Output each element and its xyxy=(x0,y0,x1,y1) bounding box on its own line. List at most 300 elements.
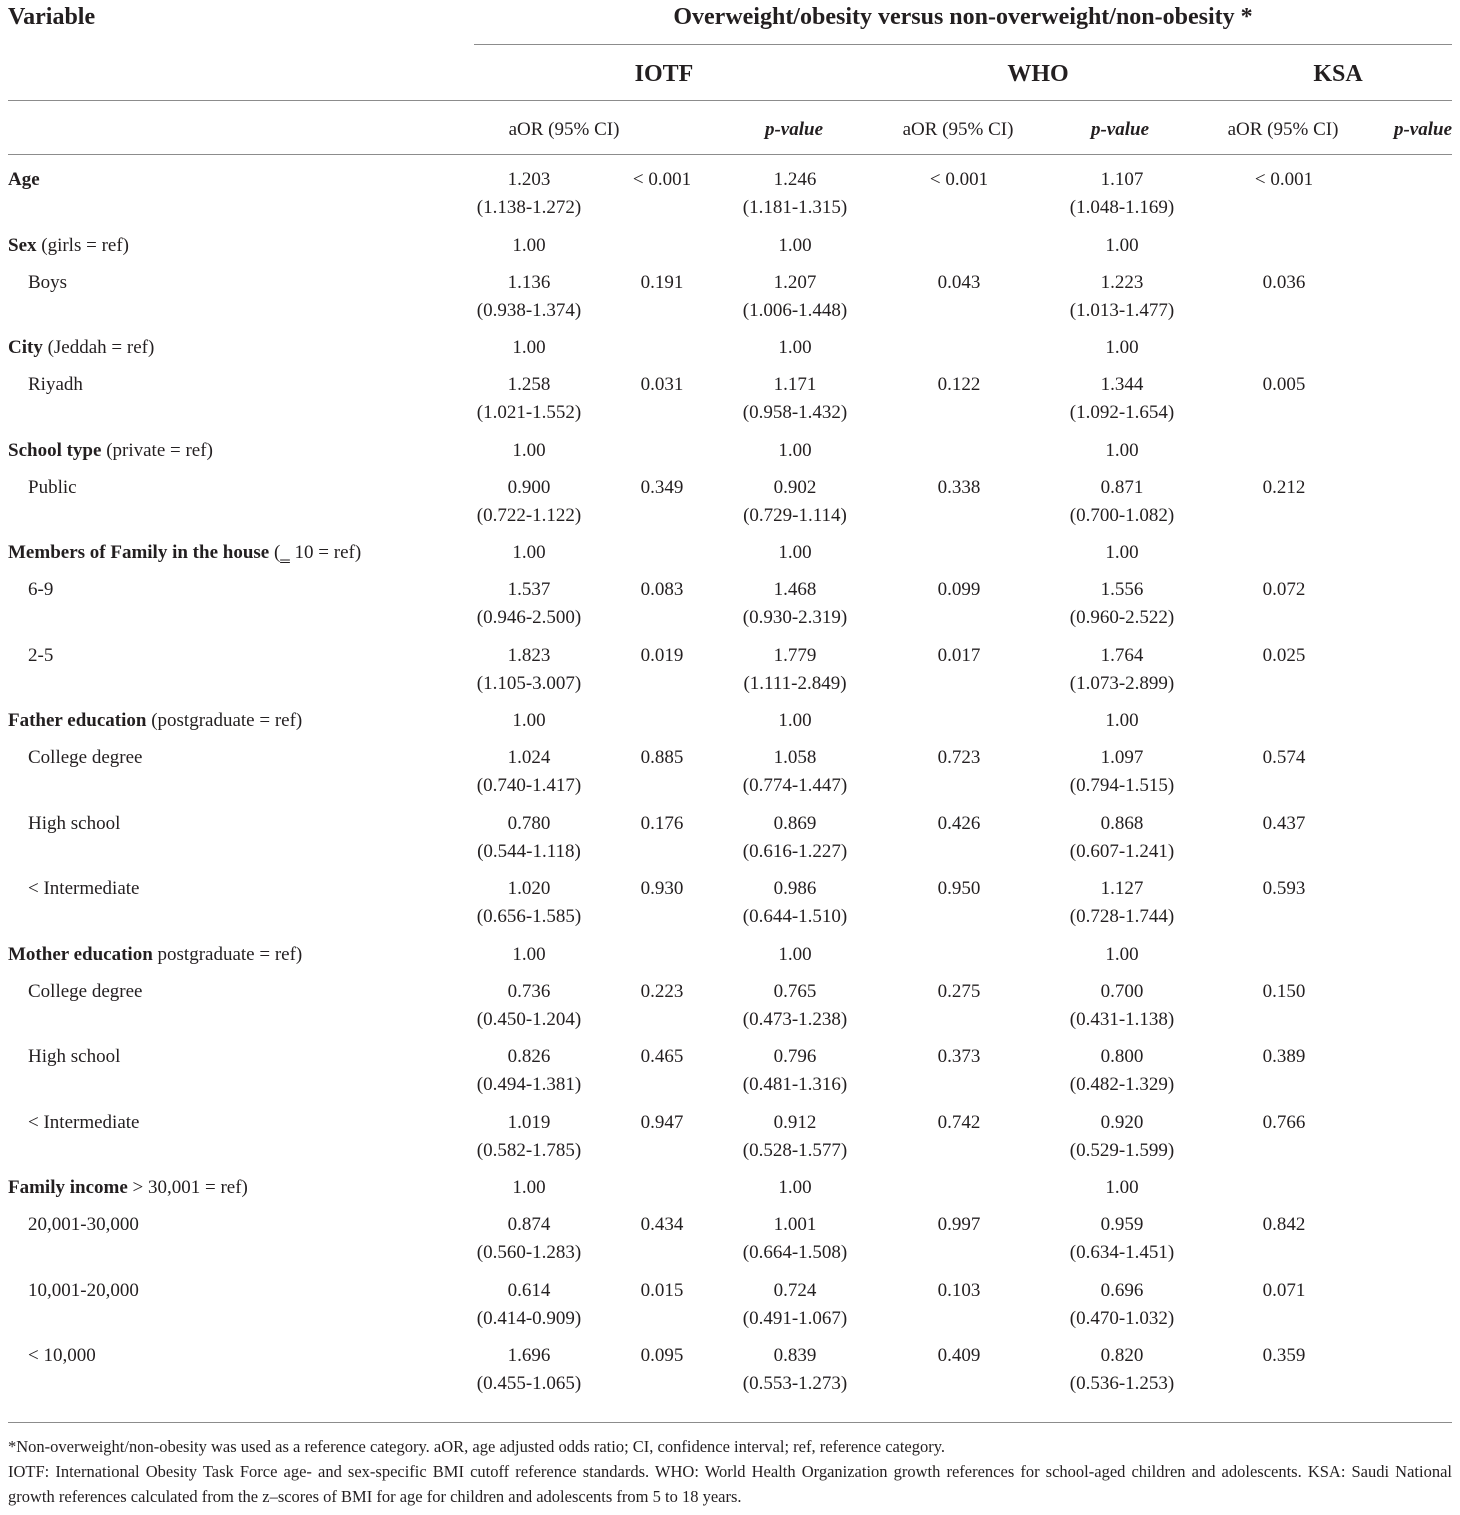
variable-detail: < Intermediate xyxy=(28,1111,140,1133)
cell-iotf-aor xyxy=(474,232,584,269)
variable-label xyxy=(8,437,474,474)
cell-value: 0.959 xyxy=(1100,1214,1144,1235)
cell-ci: (0.414-0.909) xyxy=(476,1307,582,1329)
cell-ksa-aor xyxy=(1068,1342,1176,1408)
cell-value: 0.072 xyxy=(1262,579,1306,600)
cell-iotf-pvalue xyxy=(584,576,740,642)
cell-ksa-pvalue xyxy=(1176,810,1392,876)
cell-value: 1.468 xyxy=(773,579,817,600)
variable-detail: Boys xyxy=(28,271,68,293)
cell-who-pvalue xyxy=(850,1211,1068,1277)
cell-ci: (0.450-1.204) xyxy=(476,1008,582,1030)
subheader-who-pvalue: p-value xyxy=(1090,119,1150,140)
variable-detail: College degree xyxy=(28,747,143,768)
cell-ci: (1.138-1.272) xyxy=(476,197,582,218)
cell-trailing xyxy=(1392,576,1452,642)
table-row xyxy=(8,437,1452,474)
cell-ci: (1.181-1.315) xyxy=(742,197,848,218)
cell-value: 1.00 xyxy=(778,439,812,461)
cell-value: 0.103 xyxy=(937,1279,981,1301)
cell-value: 0.017 xyxy=(937,644,981,666)
cell-trailing xyxy=(1392,875,1452,941)
cell-iotf-pvalue xyxy=(584,744,740,810)
cell-ksa-pvalue xyxy=(1176,875,1392,941)
footnote-definitions: IOTF: International Obesity Task Force age- and sex-specific BMI cutoff reference standards. WHO: World Health Organization growth references for school-aged children and adolescents. KSA: Saudi National growth references calculated from the z–scores of BMI for age for children and adolescents from 5 to 18 years. xyxy=(8,1462,1452,1506)
table-row xyxy=(8,978,1452,1044)
cell-value: 0.036 xyxy=(1262,271,1306,293)
cell-ci: (0.722-1.122) xyxy=(476,504,582,526)
cell-value: 0.389 xyxy=(1262,1046,1306,1067)
subheader-who-aor: aOR (95% CI) xyxy=(902,119,1014,140)
cell-ksa-pvalue xyxy=(1176,744,1392,810)
variable-name: School type xyxy=(8,439,102,461)
cell-value: 0.742 xyxy=(937,1111,981,1133)
cell-value: 0.275 xyxy=(937,980,981,1002)
span-header-rule xyxy=(474,44,1452,45)
cell-trailing xyxy=(1392,941,1452,978)
category-label xyxy=(8,1109,474,1175)
cell-ksa-pvalue xyxy=(1176,1109,1392,1175)
cell-trailing xyxy=(1392,371,1452,437)
cell-ksa-pvalue xyxy=(1176,707,1392,744)
variable-detail: 2-5 xyxy=(28,644,54,666)
variable-detail: Public xyxy=(28,476,77,498)
cell-value: 0.409 xyxy=(937,1345,981,1366)
cell-iotf-pvalue xyxy=(584,1043,740,1109)
cell-value: 1.024 xyxy=(507,747,551,768)
variable-detail: (private = ref) xyxy=(101,439,213,461)
cell-ksa-aor xyxy=(1068,576,1176,642)
cell-value: 0.920 xyxy=(1100,1111,1144,1133)
cell-ci: (0.700-1.082) xyxy=(1069,504,1175,526)
cell-iotf-aor xyxy=(474,1174,584,1211)
variable-detail: < 10,000 xyxy=(28,1345,96,1366)
cell-ksa-aor xyxy=(1068,437,1176,474)
cell-value: 0.019 xyxy=(640,644,684,666)
cell-trailing xyxy=(1392,810,1452,876)
cell-value: 0.043 xyxy=(937,271,981,293)
cell-iotf-aor xyxy=(474,371,584,437)
cell-value: 0.025 xyxy=(1262,644,1306,666)
cell-value: 0.947 xyxy=(640,1111,684,1133)
cell-value: 1.00 xyxy=(512,542,546,563)
cell-iotf-pvalue xyxy=(584,1277,740,1343)
variable-detail: 6-9 xyxy=(28,579,54,600)
cell-ci: (0.930-2.319) xyxy=(742,607,848,628)
cell-ksa-pvalue xyxy=(1176,642,1392,708)
variable-name: Sex xyxy=(8,234,37,256)
variable-detail: (girls = ref) xyxy=(36,234,129,256)
category-label xyxy=(8,642,474,708)
cell-ci: (0.740-1.417) xyxy=(476,775,582,796)
cell-iotf-pvalue xyxy=(584,437,740,474)
cell-value: 0.465 xyxy=(640,1046,684,1067)
cell-value: 1.344 xyxy=(1100,374,1144,395)
cell-who-pvalue xyxy=(850,1043,1068,1109)
cell-ci: (0.491-1.067) xyxy=(742,1307,848,1329)
cell-ci: (0.656-1.585) xyxy=(476,906,582,927)
cell-iotf-pvalue xyxy=(584,1174,740,1211)
cell-ci: (0.528-1.577) xyxy=(742,1139,848,1161)
cell-ksa-aor xyxy=(1068,232,1176,269)
cell-who-aor xyxy=(740,1277,850,1343)
cell-ksa-aor xyxy=(1068,539,1176,576)
cell-ksa-pvalue xyxy=(1176,474,1392,540)
cell-iotf-aor xyxy=(474,642,584,708)
cell-value: 1.00 xyxy=(778,710,812,731)
cell-who-pvalue xyxy=(850,707,1068,744)
cell-value: 0.574 xyxy=(1262,747,1306,768)
cell-ci: (0.960-2.522) xyxy=(1069,607,1175,628)
variable-detail: 20,001-30,000 xyxy=(28,1214,139,1235)
cell-ksa-pvalue xyxy=(1176,1174,1392,1211)
cell-iotf-aor xyxy=(474,1277,584,1343)
cell-trailing xyxy=(1392,269,1452,335)
cell-iotf-pvalue xyxy=(584,1342,740,1408)
variable-detail: < Intermediate xyxy=(28,878,140,899)
cell-value: 0.868 xyxy=(1100,812,1144,834)
cell-value: 0.083 xyxy=(640,579,684,600)
category-label xyxy=(8,810,474,876)
table-row xyxy=(8,1277,1452,1343)
cell-value: 0.723 xyxy=(937,747,981,768)
cell-who-pvalue xyxy=(850,474,1068,540)
cell-value: 0.871 xyxy=(1100,476,1144,498)
cell-ci: (0.553-1.273) xyxy=(742,1373,848,1394)
cell-ci: (1.048-1.169) xyxy=(1069,197,1175,218)
table-footnotes xyxy=(8,1434,1452,1509)
cell-who-pvalue xyxy=(850,1277,1068,1343)
cell-who-pvalue xyxy=(850,232,1068,269)
cell-trailing xyxy=(1392,166,1452,232)
comparison-span-header: Overweight/obesity versus non-overweight/non-obesity * xyxy=(673,4,1253,30)
cell-who-pvalue xyxy=(850,978,1068,1044)
cell-who-aor xyxy=(740,810,850,876)
cell-value: 1.258 xyxy=(507,374,551,395)
cell-trailing xyxy=(1392,1174,1452,1211)
cell-iotf-aor xyxy=(474,576,584,642)
cell-value: < 0.001 xyxy=(632,169,692,190)
cell-iotf-aor xyxy=(474,941,584,978)
cell-who-pvalue xyxy=(850,744,1068,810)
cell-value: 0.986 xyxy=(773,878,817,899)
cell-who-aor xyxy=(740,978,850,1044)
table-row xyxy=(8,166,1452,232)
cell-ksa-pvalue xyxy=(1176,269,1392,335)
cell-value: 0.765 xyxy=(773,980,817,1002)
cell-value: 1.556 xyxy=(1100,579,1144,600)
table-row xyxy=(8,1109,1452,1175)
cell-ksa-aor xyxy=(1068,1174,1176,1211)
cell-value: 0.869 xyxy=(773,812,817,834)
cell-who-pvalue xyxy=(850,941,1068,978)
cell-value: 0.176 xyxy=(640,812,684,834)
footnote-reference: *Non-overweight/non-obesity was used as a reference category. aOR, age adjusted odds ratio; CI, confidence interval; ref, reference category. xyxy=(8,1437,946,1456)
cell-iotf-aor xyxy=(474,1211,584,1277)
cell-value: 1.00 xyxy=(1105,943,1139,965)
cell-trailing xyxy=(1392,232,1452,269)
cell-iotf-pvalue xyxy=(584,334,740,371)
variable-name: Mother education xyxy=(8,943,153,965)
cell-who-pvalue xyxy=(850,539,1068,576)
cell-who-aor xyxy=(740,1043,850,1109)
cell-ksa-aor xyxy=(1068,1043,1176,1109)
cell-ksa-aor xyxy=(1068,371,1176,437)
cell-iotf-pvalue xyxy=(584,474,740,540)
cell-value: 1.00 xyxy=(512,337,546,358)
cell-trailing xyxy=(1392,334,1452,371)
variable-name: Father education xyxy=(8,710,147,731)
cell-trailing xyxy=(1392,539,1452,576)
variable-name: Age xyxy=(8,169,40,190)
table-row xyxy=(8,941,1452,978)
cell-value: 0.820 xyxy=(1100,1345,1144,1366)
cell-value: 0.005 xyxy=(1262,374,1306,395)
cell-value: 0.839 xyxy=(773,1345,817,1366)
cell-value: 0.930 xyxy=(640,878,684,899)
cell-value: 0.997 xyxy=(937,1214,981,1235)
cell-who-aor xyxy=(740,707,850,744)
cell-iotf-pvalue xyxy=(584,810,740,876)
subheader-ksa-aor: aOR (95% CI) xyxy=(1227,119,1339,140)
cell-trailing xyxy=(1392,437,1452,474)
variable-detail: (postgraduate = ref) xyxy=(146,710,303,731)
table-row xyxy=(8,269,1452,335)
table-row xyxy=(8,232,1452,269)
cell-value: 1.020 xyxy=(507,878,551,899)
table-row xyxy=(8,474,1452,540)
cell-trailing xyxy=(1392,1342,1452,1408)
table-bottom-rule xyxy=(8,1422,1452,1423)
category-label xyxy=(8,1342,474,1408)
cell-who-aor xyxy=(740,642,850,708)
cell-ksa-aor xyxy=(1068,1211,1176,1277)
cell-value: 0.766 xyxy=(1262,1111,1306,1133)
cell-iotf-pvalue xyxy=(584,642,740,708)
cell-iotf-pvalue xyxy=(584,371,740,437)
cell-value: 1.764 xyxy=(1100,644,1144,666)
cell-value: 0.223 xyxy=(640,980,684,1002)
cell-ci: (0.473-1.238) xyxy=(742,1008,848,1030)
variable-label xyxy=(8,941,474,978)
cell-ksa-pvalue xyxy=(1176,539,1392,576)
cell-ci: (0.607-1.241) xyxy=(1069,840,1175,862)
cell-value: 0.912 xyxy=(773,1111,817,1133)
cell-ksa-pvalue xyxy=(1176,576,1392,642)
variable-label xyxy=(8,232,474,269)
cell-iotf-aor xyxy=(474,269,584,335)
cell-who-aor xyxy=(740,941,850,978)
cell-ci: (0.644-1.510) xyxy=(742,906,848,927)
variable-detail: High school xyxy=(28,1046,121,1067)
cell-ci: (0.774-1.447) xyxy=(742,775,848,796)
table-row xyxy=(8,1174,1452,1211)
table-row xyxy=(8,707,1452,744)
cell-who-aor xyxy=(740,744,850,810)
table-row xyxy=(8,334,1452,371)
cell-who-aor xyxy=(740,1109,850,1175)
cell-ci: (0.634-1.451) xyxy=(1069,1242,1175,1263)
cell-value: 1.223 xyxy=(1100,271,1144,293)
cell-value: 0.900 xyxy=(507,476,551,498)
variable-name: Family income xyxy=(8,1177,128,1198)
cell-ksa-aor xyxy=(1068,642,1176,708)
cell-ci: (1.006-1.448) xyxy=(742,299,848,321)
cell-iotf-aor xyxy=(474,744,584,810)
subheader-iotf-aor: aOR (95% CI) xyxy=(508,119,620,140)
category-label xyxy=(8,875,474,941)
cell-value: 0.437 xyxy=(1262,812,1306,834)
cell-ksa-pvalue xyxy=(1176,371,1392,437)
cell-ci: (0.482-1.329) xyxy=(1069,1074,1175,1095)
table-row xyxy=(8,371,1452,437)
cell-value: 0.800 xyxy=(1100,1046,1144,1067)
variable-header: Variable xyxy=(8,4,96,30)
cell-trailing xyxy=(1392,1043,1452,1109)
cell-ksa-pvalue xyxy=(1176,1211,1392,1277)
cell-value: 0.842 xyxy=(1262,1214,1306,1235)
cell-value: 1.019 xyxy=(507,1111,551,1133)
cell-iotf-pvalue xyxy=(584,707,740,744)
cell-who-aor xyxy=(740,875,850,941)
cell-value: 1.171 xyxy=(773,374,817,395)
cell-ci: (0.544-1.118) xyxy=(477,840,581,862)
category-label xyxy=(8,371,474,437)
cell-ci: (0.664-1.508) xyxy=(742,1242,848,1263)
cell-value: 0.885 xyxy=(640,747,684,768)
cell-who-pvalue xyxy=(850,1174,1068,1211)
cell-trailing xyxy=(1392,744,1452,810)
cell-ci: (1.013-1.477) xyxy=(1069,299,1175,321)
cell-trailing xyxy=(1392,707,1452,744)
cell-iotf-pvalue xyxy=(584,166,740,232)
cell-ksa-pvalue xyxy=(1176,437,1392,474)
cell-value: 0.099 xyxy=(937,579,981,600)
cell-ksa-aor xyxy=(1068,941,1176,978)
cell-ci: (0.529-1.599) xyxy=(1069,1139,1175,1161)
cell-iotf-aor xyxy=(474,437,584,474)
cell-iotf-aor xyxy=(474,810,584,876)
cell-value: < 0.001 xyxy=(929,169,989,190)
cell-ksa-pvalue xyxy=(1176,941,1392,978)
variable-label xyxy=(8,334,474,371)
variable-name: City xyxy=(8,337,43,358)
cell-value: 0.614 xyxy=(507,1279,551,1301)
cell-ci: (1.073-2.899) xyxy=(1069,672,1175,694)
cell-value: 0.031 xyxy=(640,374,684,395)
cell-ksa-pvalue xyxy=(1176,1043,1392,1109)
cell-value: 0.700 xyxy=(1100,980,1144,1002)
variable-detail: College degree xyxy=(28,980,143,1002)
cell-value: 1.00 xyxy=(778,1177,812,1198)
cell-who-pvalue xyxy=(850,1109,1068,1175)
cell-ci: (0.728-1.744) xyxy=(1069,906,1175,927)
cell-value: 1.779 xyxy=(773,644,817,666)
cell-value: 0.373 xyxy=(937,1046,981,1067)
cell-iotf-pvalue xyxy=(584,978,740,1044)
variable-detail: (Jeddah = ref) xyxy=(42,337,155,358)
cell-value: 0.150 xyxy=(1262,980,1306,1002)
cell-ci: (0.946-2.500) xyxy=(476,607,582,628)
cell-iotf-aor xyxy=(474,875,584,941)
cell-value: 0.015 xyxy=(640,1279,684,1301)
cell-trailing xyxy=(1392,978,1452,1044)
cell-value: 0.191 xyxy=(640,271,684,293)
cell-value: 0.826 xyxy=(507,1046,551,1067)
category-label xyxy=(8,744,474,810)
cell-who-pvalue xyxy=(850,1342,1068,1408)
cell-value: 1.00 xyxy=(1105,1177,1139,1198)
cell-ci: (0.431-1.138) xyxy=(1069,1008,1175,1030)
cell-value: 1.127 xyxy=(1100,878,1144,899)
cell-value: 0.593 xyxy=(1262,878,1306,899)
cell-value: 0.095 xyxy=(640,1345,684,1366)
cell-who-aor xyxy=(740,334,850,371)
cell-iotf-pvalue xyxy=(584,941,740,978)
group-header-ksa: KSA xyxy=(1313,61,1363,87)
cell-ci: (1.092-1.654) xyxy=(1069,402,1175,423)
cell-ksa-aor xyxy=(1068,810,1176,876)
cell-ci: (0.470-1.032) xyxy=(1069,1307,1175,1329)
cell-iotf-aor xyxy=(474,1043,584,1109)
cell-who-aor xyxy=(740,1211,850,1277)
cell-iotf-aor xyxy=(474,474,584,540)
cell-iotf-pvalue xyxy=(584,1211,740,1277)
cell-ci: (0.958-1.432) xyxy=(742,402,848,423)
cell-value: 0.796 xyxy=(773,1046,817,1067)
category-label xyxy=(8,978,474,1044)
cell-value: < 0.001 xyxy=(1254,169,1314,190)
cell-who-pvalue xyxy=(850,642,1068,708)
cell-trailing xyxy=(1392,474,1452,540)
cell-ci: (0.794-1.515) xyxy=(1069,775,1175,796)
cell-value: 1.207 xyxy=(773,271,817,293)
cell-ksa-pvalue xyxy=(1176,232,1392,269)
cell-who-aor xyxy=(740,1342,850,1408)
cell-ksa-aor xyxy=(1068,875,1176,941)
table-row xyxy=(8,810,1452,876)
cell-value: 1.001 xyxy=(773,1214,817,1235)
cell-who-pvalue xyxy=(850,437,1068,474)
cell-iotf-aor xyxy=(474,539,584,576)
cell-ksa-aor xyxy=(1068,744,1176,810)
cell-ksa-aor xyxy=(1068,707,1176,744)
variable-label xyxy=(8,166,474,232)
cell-trailing xyxy=(1392,1277,1452,1343)
cell-value: 0.349 xyxy=(640,476,684,498)
cell-value: 1.00 xyxy=(778,234,812,256)
cell-ci: (0.582-1.785) xyxy=(476,1139,582,1161)
category-label xyxy=(8,1211,474,1277)
variable-detail: High school xyxy=(28,812,121,834)
cell-ksa-aor xyxy=(1068,334,1176,371)
table-row xyxy=(8,1211,1452,1277)
cell-who-aor xyxy=(740,576,850,642)
cell-value: 0.359 xyxy=(1262,1345,1306,1366)
cell-ksa-pvalue xyxy=(1176,166,1392,232)
cell-value: 0.338 xyxy=(937,476,981,498)
subheader-ksa-pvalue: p-value xyxy=(1393,119,1453,140)
table-row xyxy=(8,1043,1452,1109)
cell-who-pvalue xyxy=(850,810,1068,876)
cell-ksa-pvalue xyxy=(1176,1277,1392,1343)
cell-value: 1.00 xyxy=(1105,337,1139,358)
cell-value: 0.780 xyxy=(507,812,551,834)
variable-name: Members of Family in the house xyxy=(8,542,270,563)
cell-value: 1.203 xyxy=(507,169,551,190)
category-label xyxy=(8,1043,474,1109)
cell-value: 1.00 xyxy=(778,542,812,563)
